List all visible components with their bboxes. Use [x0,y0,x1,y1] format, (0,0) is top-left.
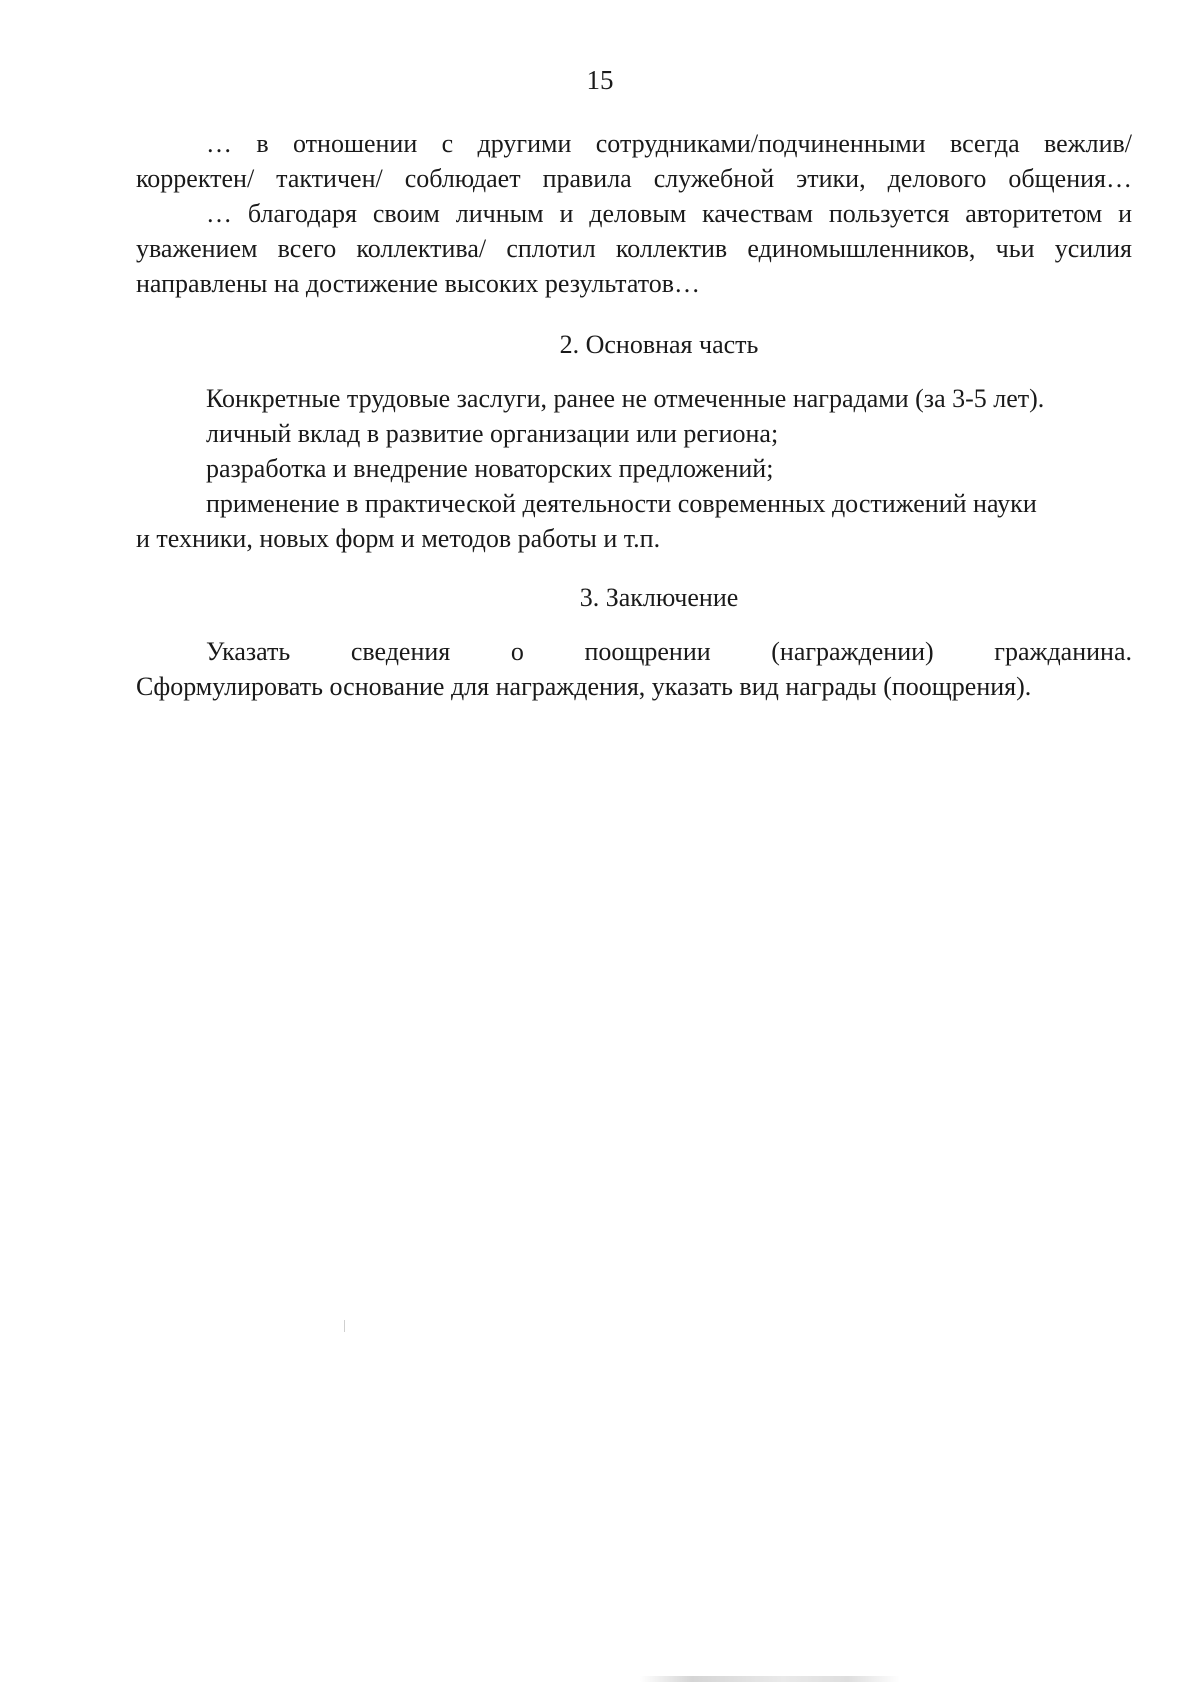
page-number: 15 [586,65,614,95]
section-2-line-4b: и техники, новых форм и методов работы и т.п. [136,524,661,553]
section-2-heading: 2. Основная часть [559,330,759,359]
section-2-body [136,381,1132,556]
section-2-line-3: разработка и внедрение новаторских предложений; [206,454,774,483]
intro-paragraph-2-line-3: направлены на достижение высоких результатов… [136,269,701,298]
section-2-line-4a: применение в практической деятельности современных достижений науки [206,489,1037,518]
intro-paragraph-2-line-2: уважением всего коллектива/ сплотил коллектив единомышленников, чьи усилия [136,234,1132,263]
intro-section [136,126,1132,301]
section-3-line-2: Сформулировать основание для награждения, указать вид награды (поощрения). [136,672,1032,701]
scan-artifact-mark [344,1320,345,1332]
scan-artifact-footer [640,1676,900,1682]
section-2-line-2: личный вклад в развитие организации или региона; [206,419,779,448]
intro-paragraph-1-line-1: … в отношении с другими сотрудниками/подчиненными всегда вежлив/ [206,129,1132,158]
section-3-heading: 3. Заключение [579,583,739,612]
section-3-line-1: Указать сведения о поощрении (награждении) гражданина. [206,637,1132,666]
section-3-body [136,634,1132,704]
section-2-line-1: Конкретные трудовые заслуги, ранее не отмеченные наградами (за 3-5 лет). [206,384,1045,413]
intro-paragraph-1-line-2: корректен/ тактичен/ соблюдает правила служебной этики, делового общения… [136,164,1132,193]
intro-paragraph-2-line-1: … благодаря своим личным и деловым качествам пользуется авторитетом и [206,199,1132,228]
